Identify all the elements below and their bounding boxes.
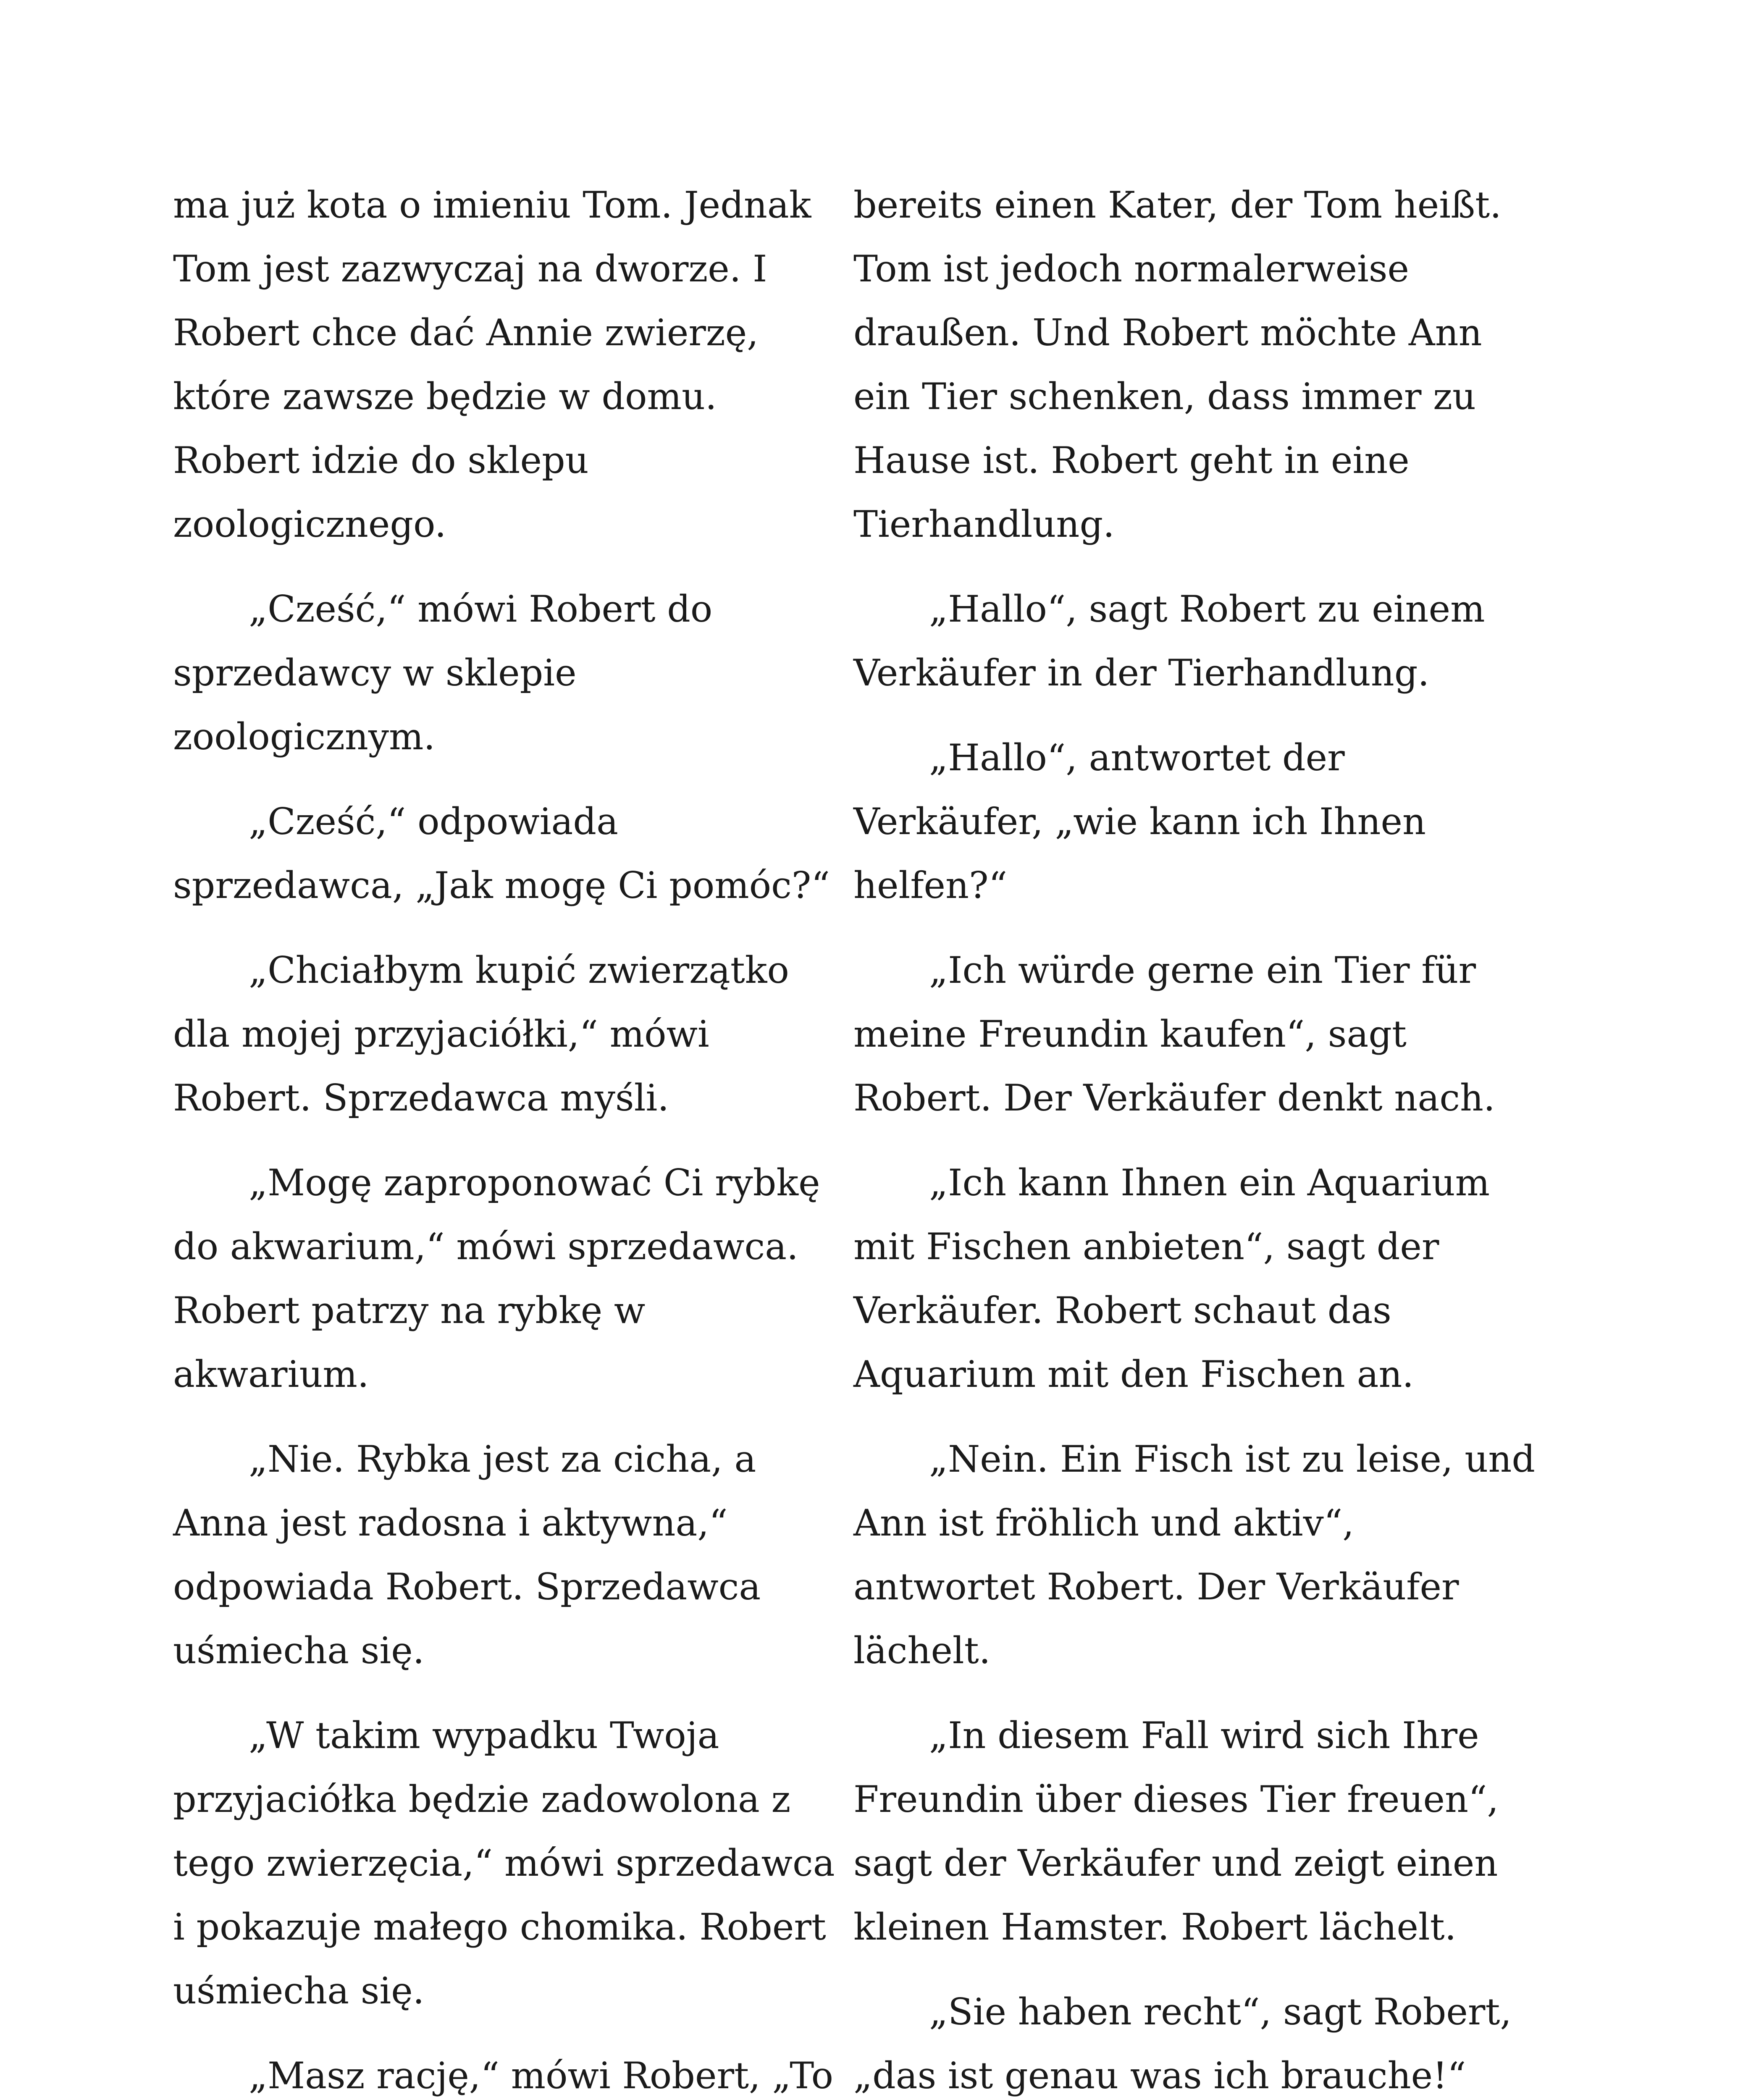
text-line: sprzedawcy w sklepie bbox=[173, 651, 577, 694]
paragraph bbox=[173, 790, 828, 917]
paragraph bbox=[173, 938, 828, 1130]
text-line: które zawsze będzie w domu. bbox=[173, 375, 717, 418]
paragraph bbox=[853, 1980, 1525, 2100]
text-line: sprzedawca, „Jak mogę Ci pomóc?“ bbox=[173, 864, 830, 907]
text-line: tego zwierzęcia,“ mówi sprzedawca bbox=[173, 1842, 835, 1885]
paragraph bbox=[173, 1427, 828, 1683]
paragraph bbox=[853, 726, 1525, 917]
text-line: Anna jest radosna i aktywna,“ bbox=[173, 1502, 728, 1544]
text-line: do akwarium,“ mówi sprzedawca. bbox=[173, 1225, 798, 1268]
text-line: Tierhandlung. bbox=[853, 503, 1115, 546]
text-line: kleinen Hamster. Robert lächelt. bbox=[853, 1906, 1457, 1948]
text-line: „Nie. Rybka jest za cicha, a bbox=[249, 1438, 756, 1480]
text-line: Verkäufer. Robert schaut das bbox=[853, 1289, 1391, 1332]
text-line: akwarium. bbox=[173, 1353, 369, 1396]
text-line: „In diesem Fall wird sich Ihre bbox=[929, 1714, 1479, 1757]
text-line: mit Fischen anbieten“, sagt der bbox=[853, 1225, 1439, 1268]
text-line: sagt der Verkäufer und zeigt einen bbox=[853, 1842, 1498, 1885]
polish-text-column bbox=[173, 173, 835, 2100]
text-line: antwortet Robert. Der Verkäufer bbox=[853, 1565, 1459, 1608]
text-line: Freundin über dieses Tier freuen“, bbox=[853, 1778, 1499, 1821]
text-line: helfen?“ bbox=[853, 864, 1008, 907]
text-line: ma już kota o imieniu Tom. Jednak bbox=[173, 184, 811, 226]
text-line: „Hallo“, antwortet der bbox=[929, 736, 1345, 779]
text-line: „Ich würde gerne ein Tier für bbox=[929, 949, 1476, 992]
text-line: „Chciałbym kupić zwierzątko bbox=[249, 949, 789, 992]
text-line: Robert. Der Verkäufer denkt nach. bbox=[853, 1076, 1495, 1119]
paragraph bbox=[173, 1704, 835, 2023]
paragraph bbox=[853, 173, 1525, 556]
text-line: „Nein. Ein Fisch ist zu leise, und bbox=[929, 1438, 1536, 1480]
text-line: Verkäufer, „wie kann ich Ihnen bbox=[853, 800, 1426, 843]
text-line: „Hallo“, sagt Robert zu einem bbox=[929, 588, 1485, 630]
text-line: Robert patrzy na rybkę w bbox=[173, 1289, 646, 1332]
text-line: uśmiecha się. bbox=[173, 1629, 425, 1672]
text-line: „Cześć,“ mówi Robert do bbox=[249, 588, 713, 630]
text-line: Verkäufer in der Tierhandlung. bbox=[853, 651, 1430, 694]
text-line: „Ich kann Ihnen ein Aquarium bbox=[929, 1161, 1490, 1204]
text-line: uśmiecha się. bbox=[173, 1969, 425, 2012]
text-line: „Masz rację,“ mówi Robert, „To bbox=[249, 2054, 833, 2097]
text-line: bereits einen Kater, der Tom heißt. bbox=[853, 184, 1502, 226]
text-line: dla mojej przyjaciółki,“ mówi bbox=[173, 1013, 709, 1055]
text-line: zoologicznym. bbox=[173, 715, 436, 758]
paragraph bbox=[853, 577, 1525, 705]
text-line: meine Freundin kaufen“, sagt bbox=[853, 1013, 1407, 1055]
text-line: Tom jest zazwyczaj na dworze. I bbox=[173, 247, 767, 290]
text-line: „Cześć,“ odpowiada bbox=[249, 800, 618, 843]
text-line: odpowiada Robert. Sprzedawca bbox=[173, 1565, 761, 1608]
text-line: zoologicznego. bbox=[173, 503, 446, 546]
text-line: Robert idzie do sklepu bbox=[173, 439, 589, 482]
text-line: draußen. Und Robert möchte Ann bbox=[853, 311, 1482, 354]
german-text-column bbox=[853, 173, 1536, 2100]
text-line: „Mogę zaproponować Ci rybkę bbox=[249, 1161, 820, 1204]
text-line: Robert chce dać Annie zwierzę, bbox=[173, 311, 759, 354]
text-line: Ann ist fröhlich und aktiv“, bbox=[853, 1502, 1354, 1544]
paragraph bbox=[173, 2044, 833, 2100]
paragraph bbox=[173, 1151, 828, 1406]
text-line: i pokazuje małego chomika. Robert bbox=[173, 1906, 826, 1948]
paragraph bbox=[853, 1427, 1536, 1683]
text-line: „Sie haben recht“, sagt Robert, bbox=[929, 1990, 1512, 2033]
text-line: ein Tier schenken, dass immer zu bbox=[853, 375, 1476, 418]
text-line: „das ist genau was ich brauche!“ bbox=[853, 2054, 1466, 2097]
paragraph bbox=[173, 577, 828, 769]
paragraph bbox=[853, 1704, 1525, 1959]
paragraph bbox=[173, 173, 828, 556]
text-line: lächelt. bbox=[853, 1629, 991, 1672]
text-line: Robert. Sprzedawca myśli. bbox=[173, 1076, 669, 1119]
text-line: „W takim wypadku Twoja bbox=[249, 1714, 719, 1757]
text-line: przyjaciółka będzie zadowolona z bbox=[173, 1778, 791, 1821]
text-line: Aquarium mit den Fischen an. bbox=[853, 1353, 1414, 1396]
paragraph bbox=[853, 938, 1525, 1130]
text-line: Tom ist jedoch normalerweise bbox=[853, 247, 1410, 290]
paragraph bbox=[853, 1151, 1525, 1406]
text-line: Hause ist. Robert geht in eine bbox=[853, 439, 1410, 482]
